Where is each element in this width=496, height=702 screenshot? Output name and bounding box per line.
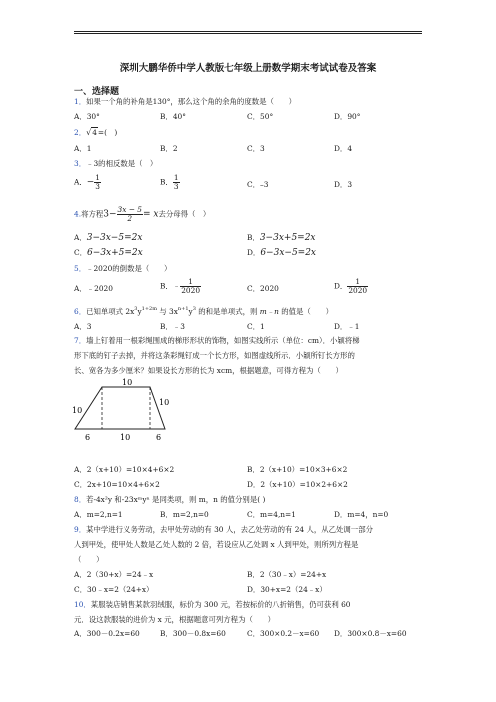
q1-option-c: C．50°	[247, 112, 274, 121]
q9-option-c: C．30﹣x=2（24+x）	[74, 585, 154, 594]
document-title: 深圳大鹏华侨中学人教版七年级上册数学期末考试试卷及答案	[119, 63, 377, 74]
question-6: 6．已知单项式 $2x^3y^{1+2m}$ 与 $3x^{n+1}y^3$ 的和是单项式，则 m﹣n 的值是（ ）	[74, 306, 333, 316]
q2-option-a: A．1	[74, 144, 92, 153]
question-7-line-2: 形下底的钉子去掉，并将这条彩绳钉成一个长方形，如图虚线所示．小颖所钉长方形的	[74, 351, 355, 360]
q7-option-d: D．2（x+10）=10×2+6×2	[247, 480, 348, 489]
sqrt-radicand: 4	[92, 128, 97, 137]
figure-label-bottom-mid: 10	[120, 433, 131, 442]
figure-label-right: 10	[159, 398, 170, 407]
q10-option-d: D．300×0.8－x=60	[334, 629, 407, 638]
trapezoid-figure	[72, 378, 192, 448]
q3-option-a: A．− $\frac{1}{3}$	[74, 173, 100, 191]
figure-label-top: 10	[122, 378, 133, 387]
section-heading: 一、选择题	[74, 87, 120, 97]
q4-option-a: A．3−3x−5=2x	[74, 233, 143, 243]
q5-option-b: B．﹣ $\frac{1}{2020}$	[160, 277, 201, 295]
question-10-line-2: 元．设这款服装的进价为 x 元，根据题意可列方程为（ ）	[74, 615, 276, 624]
q4-option-d: D．6−3x−5=2x	[247, 248, 317, 258]
q5-option-a: A．﹣2020	[74, 284, 113, 293]
q1-option-a: A．30°	[74, 112, 100, 121]
q7-option-b: B．2（x+10）=10×3+6×2	[247, 465, 348, 474]
q2-option-b: B．2	[160, 144, 178, 153]
question-3: 3．﹣3的相反数是（ ）	[74, 159, 158, 168]
q9-option-b: B．2（30﹣x）=24+x	[247, 570, 327, 579]
q1-option-d: D．90°	[334, 112, 361, 121]
q6-option-c: C．1	[247, 322, 265, 331]
question-10-line-1: 10．某服装店销售某款羽绒服，标价为 300 元，若按标价的八折销售，仍可获利 60	[74, 600, 351, 609]
q9-option-a: A．2（30+x）=24﹣x	[74, 570, 154, 579]
q4-option-c: C．6−3x+5=2x	[74, 248, 143, 258]
q8-option-c: C．m=4,n=1	[247, 510, 296, 519]
q10-option-b: B．300－0.8x=60	[160, 629, 226, 638]
q10-option-c: C．300×0.2－x=60	[247, 629, 320, 638]
question-2: 2．√4=( )	[74, 128, 118, 137]
question-4: 4.将方程3− $\frac{3x - 5}{2}$ = x去分母得（ ）	[74, 205, 211, 223]
q7-option-a: A．2（x+10）=10×4+6×2	[74, 465, 175, 474]
q8-option-d: D．m=4，n=0	[334, 510, 389, 519]
q10-option-a: A．300－0.2x=60	[74, 629, 140, 638]
q4-option-b: B．3−3x+5=2x	[247, 233, 316, 243]
question-5: 5．﹣2020的倒数是（ ）	[74, 264, 172, 273]
question-8: 8．若-4x²y 和-23xᵐyⁿ 是同类项，则 m，n 的值分别是( )	[74, 495, 266, 504]
question-9-line-3: （ ）	[74, 555, 104, 564]
q6-option-a: A．3	[74, 322, 92, 331]
q2-option-c: C．3	[247, 144, 265, 153]
question-9-line-2: 人到甲处，使甲处人数是乙处人数的 2 倍，若设应从乙处调 x 人到甲处，则所列方程是	[74, 540, 359, 549]
q6-option-d: D．﹣1	[334, 322, 360, 331]
question-7-line-1: 7．墙上钉着用一根彩绳围成的梯形形状的饰物，如图实线所示（单位：cm）．小颖将梯	[74, 336, 360, 345]
q2-option-d: D．4	[334, 144, 353, 153]
question-1: 1．如果一个角的补角是130°，那么这个角的余角的度数是（ ）	[74, 97, 297, 106]
q7-option-c: C．2x+10=10×4+6×2	[74, 480, 160, 489]
q6-option-b: B．﹣3	[160, 322, 185, 331]
figure-label-bottom-left: 6	[85, 433, 91, 442]
figure-label-bottom-right: 6	[156, 433, 162, 442]
question-9-line-1: 9．某中学进行义务劳动，去甲处劳动的有 30 人，去乙处劳动的有 24 人，从乙处调一部分	[74, 525, 373, 534]
q9-option-d: D．30+x=2（24﹣x）	[247, 585, 327, 594]
q3-option-b: B． $\frac{1}{3}$	[160, 173, 179, 191]
question-7-line-3: 长、宽各为多少厘米？如果设长方形的长为 xcm，根据题意，可得方程为（ ）	[74, 366, 343, 375]
q8-option-a: A．m=2,n=1	[74, 510, 123, 519]
q3-option-c: C．–3	[247, 180, 269, 189]
header-rule-top	[74, 31, 422, 32]
figure-label-left: 10	[72, 406, 83, 415]
q5-option-d: D． $\frac{1}{2020}$	[334, 277, 368, 295]
q5-option-c: C．2020	[247, 284, 279, 293]
q1-option-b: B．40°	[160, 112, 186, 121]
q3-option-d: D．3	[334, 180, 353, 189]
header-rule-bottom	[74, 33, 422, 34]
q8-option-b: B．m=2,n=0	[160, 510, 209, 519]
